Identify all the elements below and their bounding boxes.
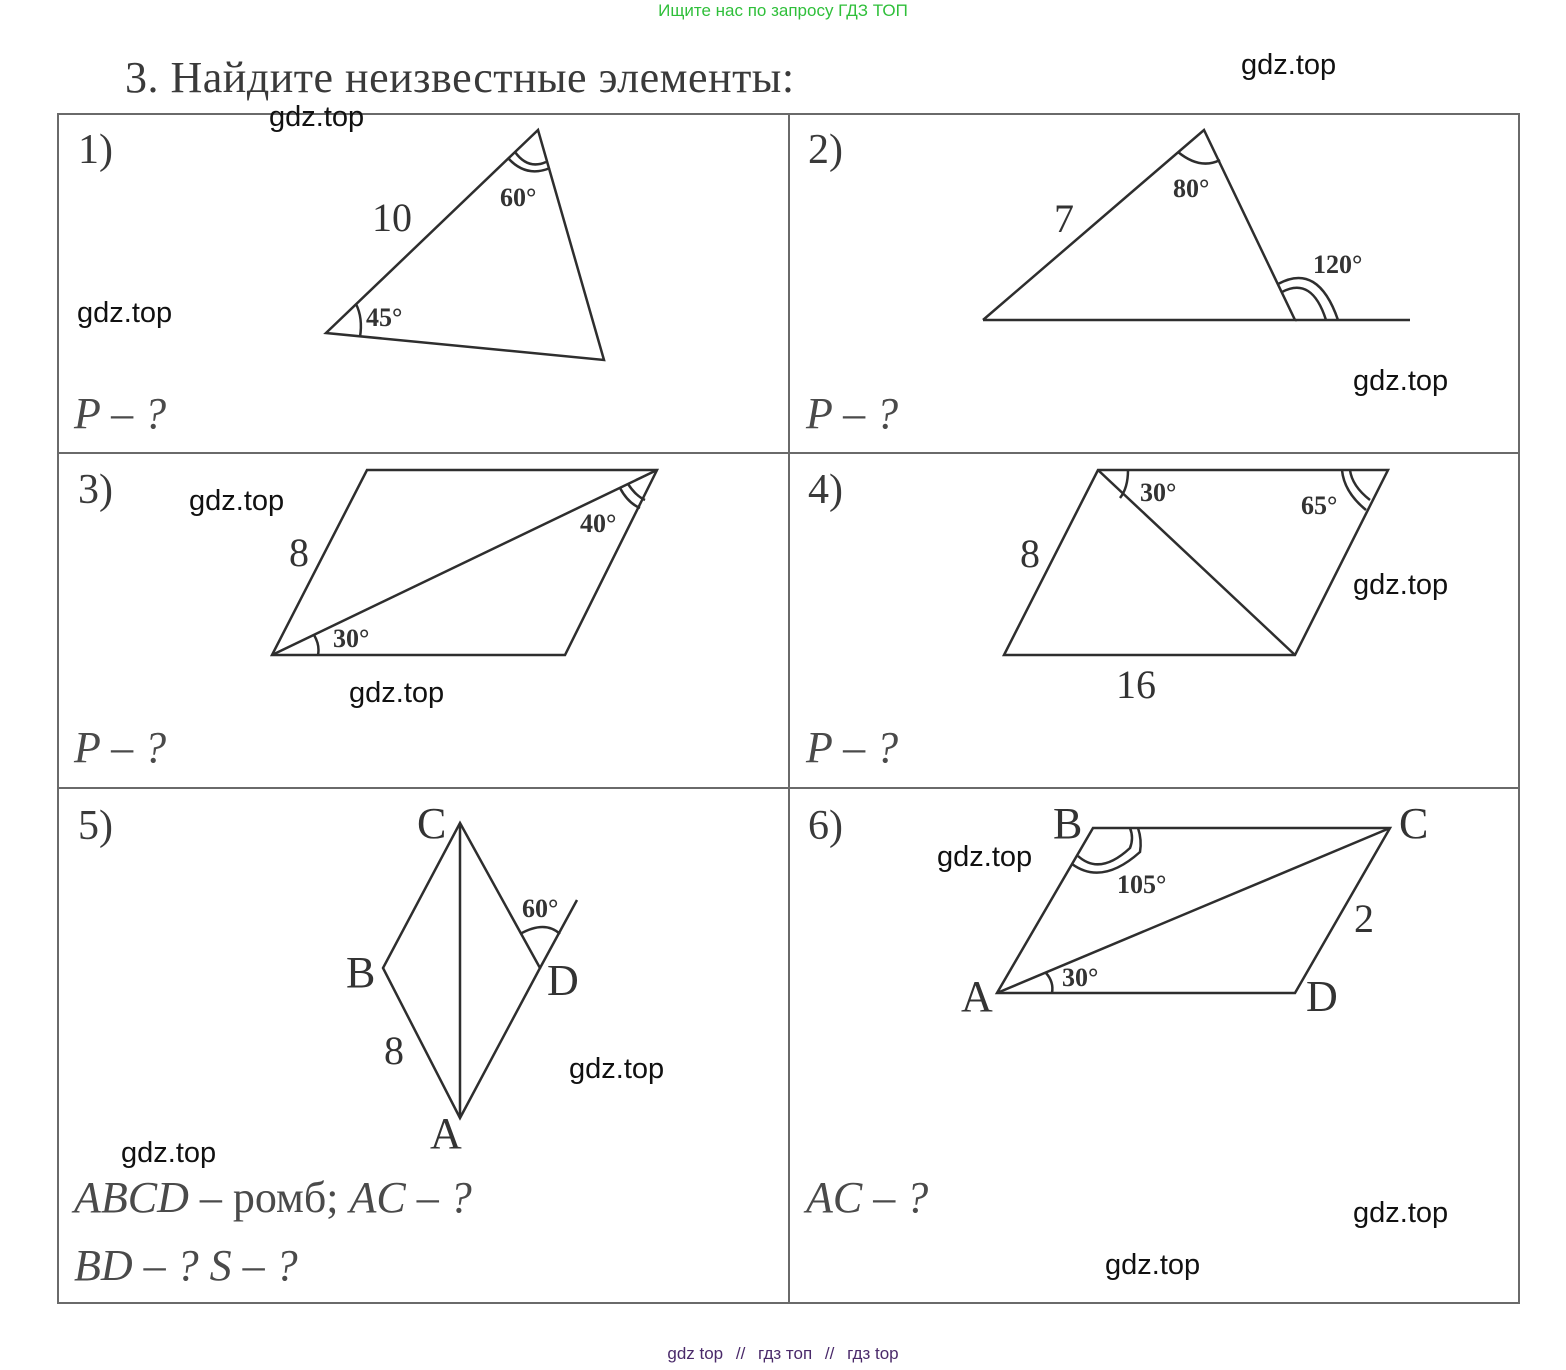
figure-1-angle-arc-left xyxy=(356,304,361,337)
figure-2-angle-top-label: 80° xyxy=(1173,174,1210,203)
footer-links xyxy=(0,1344,1566,1364)
figure-6-vertex-b: B xyxy=(1053,799,1083,848)
watermark: gdz.top xyxy=(937,841,1033,873)
watermark: gdz.top xyxy=(121,1137,217,1169)
figure-3-angle-arc-right-2 xyxy=(620,488,640,508)
watermark: gdz.top xyxy=(269,101,365,133)
figure-5-vertex-a: A xyxy=(430,1109,462,1158)
figure-2-angle-arc-ext-2 xyxy=(1278,278,1338,320)
figure-4-angle-arc-top xyxy=(1120,470,1128,498)
figure-2-triangle xyxy=(983,130,1295,320)
figure-5-side-label: 8 xyxy=(384,1028,404,1073)
question-5-line-2: BD – ? S – ? xyxy=(74,1241,298,1290)
watermark: gdz.top xyxy=(1353,1197,1449,1229)
footer-link-gdz-top[interactable]: gdz top xyxy=(667,1344,724,1363)
question-1: P – ? xyxy=(74,389,167,438)
cell-number-1: 1) xyxy=(78,127,113,173)
figure-3-angle-right-label: 40° xyxy=(580,509,617,538)
figure-1-angle-top-label: 60° xyxy=(500,183,537,212)
figure-6-side-label: 2 xyxy=(1354,896,1374,941)
figure-5-angle-label: 60° xyxy=(522,894,559,923)
figure-6-angle-arc-b-1 xyxy=(1078,828,1132,864)
figure-6-angle-a-label: 30° xyxy=(1062,963,1099,992)
watermark: gdz.top xyxy=(77,297,173,329)
question-5-ac: AC – ? xyxy=(349,1173,472,1222)
figure-4-side-bottom-label: 16 xyxy=(1116,662,1156,707)
figure-5-vertex-b: B xyxy=(346,948,376,997)
figure-6-diagonal-ac xyxy=(997,828,1390,993)
figure-1-angle-arc-top-2 xyxy=(515,152,546,164)
figure-5-rhombus xyxy=(383,823,540,1118)
figure-1-side-label: 10 xyxy=(372,195,412,240)
footer-separator: // xyxy=(824,1344,835,1363)
figure-6-vertex-a: A xyxy=(961,972,993,1021)
figure-3-side-label: 8 xyxy=(289,530,309,575)
question-2: P – ? xyxy=(806,389,899,438)
watermark: gdz.top xyxy=(1353,365,1449,397)
figure-6-angle-b-label: 105° xyxy=(1117,870,1167,899)
watermark: gdz.top xyxy=(189,485,285,517)
figure-3-diagonal xyxy=(272,470,657,655)
figure-6-vertex-d: D xyxy=(1306,972,1338,1021)
top-banner[interactable]: Ищите нас по запросу ГДЗ ТОП xyxy=(658,1,908,20)
figure-3-angle-arc-left xyxy=(314,635,319,655)
watermark: gdz.top xyxy=(1353,569,1449,601)
watermark: gdz.top xyxy=(1105,1249,1201,1281)
footer-separator: // xyxy=(735,1344,746,1363)
cell-number-3: 3) xyxy=(78,467,113,513)
figure-5-vertex-c: C xyxy=(417,799,447,848)
figure-2-angle-ext-label: 120° xyxy=(1313,250,1363,279)
question-4: P – ? xyxy=(806,723,899,772)
watermark: gdz.top xyxy=(569,1053,665,1085)
footer-link-gdz-top-mixed[interactable]: гдз top xyxy=(847,1344,899,1363)
figure-4-diagonal xyxy=(1098,470,1295,655)
cell-number-4: 4) xyxy=(808,467,843,513)
figure-5-angle-arc xyxy=(520,927,560,934)
cell-number-5: 5) xyxy=(78,803,113,849)
figure-4-side-left-label: 8 xyxy=(1020,531,1040,576)
figure-4-angle-right-label: 65° xyxy=(1301,491,1338,520)
question-5-rhombus: – ромб; xyxy=(188,1173,350,1222)
figure-4-angle-arc-right-2 xyxy=(1342,470,1366,510)
question-6: AC – ? xyxy=(806,1173,929,1222)
figure-4-angle-top-label: 30° xyxy=(1140,478,1177,507)
footer-link-gdz-top-ru[interactable]: гдз топ xyxy=(758,1344,813,1363)
figure-1-angle-left-label: 45° xyxy=(366,303,403,332)
figure-2-angle-arc-top xyxy=(1178,152,1220,164)
figure-2-side-label: 7 xyxy=(1054,196,1074,241)
cell-number-6: 6) xyxy=(808,803,843,849)
figure-6-angle-arc-a xyxy=(1046,973,1052,993)
cell-number-2: 2) xyxy=(808,127,843,173)
task-title: 3. Найдите неизвестные элементы: xyxy=(125,53,795,102)
figure-3-angle-arc-right-1 xyxy=(628,484,645,500)
watermark: gdz.top xyxy=(349,677,445,709)
figure-5-vertex-d: D xyxy=(547,956,579,1005)
figure-6-vertex-c: C xyxy=(1399,799,1429,848)
question-5-figure: ABCD xyxy=(74,1173,189,1222)
question-3: P – ? xyxy=(74,723,167,772)
watermark: gdz.top xyxy=(1241,49,1337,81)
figure-3-angle-left-label: 30° xyxy=(333,624,370,653)
